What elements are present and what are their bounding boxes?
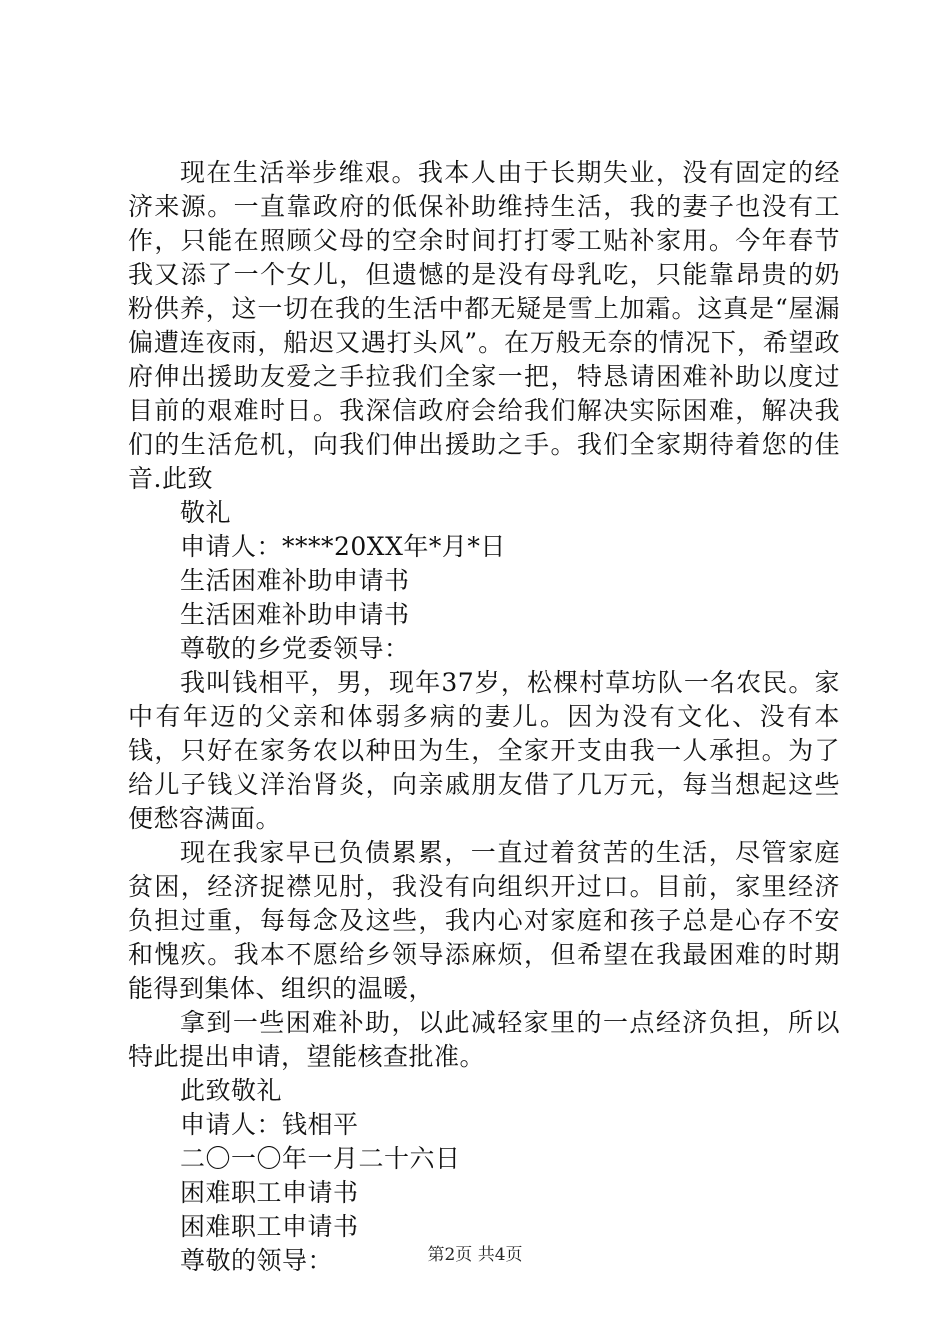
applicant-signature-date: 申请人：****20XX年*月*日 [180, 532, 506, 561]
document-title-repeat: 生活困难补助申请书 [180, 600, 410, 629]
salutation-2: 尊敬的领导： [180, 1246, 334, 1275]
section-title: 困难职工申请书 [180, 1178, 359, 1207]
closing-salute-2: 此致敬礼 [180, 1076, 283, 1105]
paragraph-self-introduction: 我叫钱相平，男，现年37岁，松棵村草坊队一名农民。家中有年迈的父亲和体弱多病的妻儿。因为没有文化、没有本钱，只好在家务农以种田为生，全家开支由我一人承担。为了给儿子钱义洋治肾炎，向亲戚朋友借了几万元，每当想起这些便愁容满面。 [128, 668, 840, 833]
paragraph-hardship-description: 现在生活举步维艰。我本人由于长期失业，没有固定的经济来源。一直靠政府的低保补助维持生活，我的妻子也没有工作，只能在照顾父母的空余时间打打零工贴补家用。今年春节我又添了一个女儿，但遗憾的是没有母乳吃，只能靠昂贵的奶粉供养，这一切在我的生活中都无疑是雪上加霜。这真是“屋漏偏遭连夜雨，船迟又遇打头风”。在万般无奈的情况下，希望政府伸出援助友爱之手拉我们全家一把，特恳请困难补助以度过目前的艰难时日。我深信政府会给我们解决实际困难，解决我们的生活危机，向我们伸出援助之手。我们全家期待着您的佳音.此致 [128, 158, 840, 493]
section-title-repeat: 困难职工申请书 [180, 1212, 359, 1241]
paragraph-request: 拿到一些困难补助，以此减轻家里的一点经济负担，所以特此提出申请，望能核查批准。 [128, 1008, 840, 1071]
salutation: 尊敬的乡党委领导： [180, 634, 410, 663]
paragraph-family-situation: 现在我家早已负债累累，一直过着贫苦的生活，尽管家庭贫困，经济捉襟见肘，我没有向组织开过口。目前，家里经济负担过重，每每念及这些，我内心对家庭和孩子总是心存不安和愧疚。我本不愿给乡领导添麻烦，但希望在我最困难的时期能得到集体、组织的温暖， [128, 838, 840, 1003]
document-title: 生活困难补助申请书 [180, 566, 410, 595]
application-date: 二〇一〇年一月二十六日 [180, 1144, 461, 1173]
document-body [128, 156, 840, 1278]
applicant-name: 申请人：钱相平 [180, 1110, 359, 1139]
closing-salute: 敬礼 [180, 498, 232, 527]
page-footer: 第2页 共4页 [427, 1245, 523, 1265]
